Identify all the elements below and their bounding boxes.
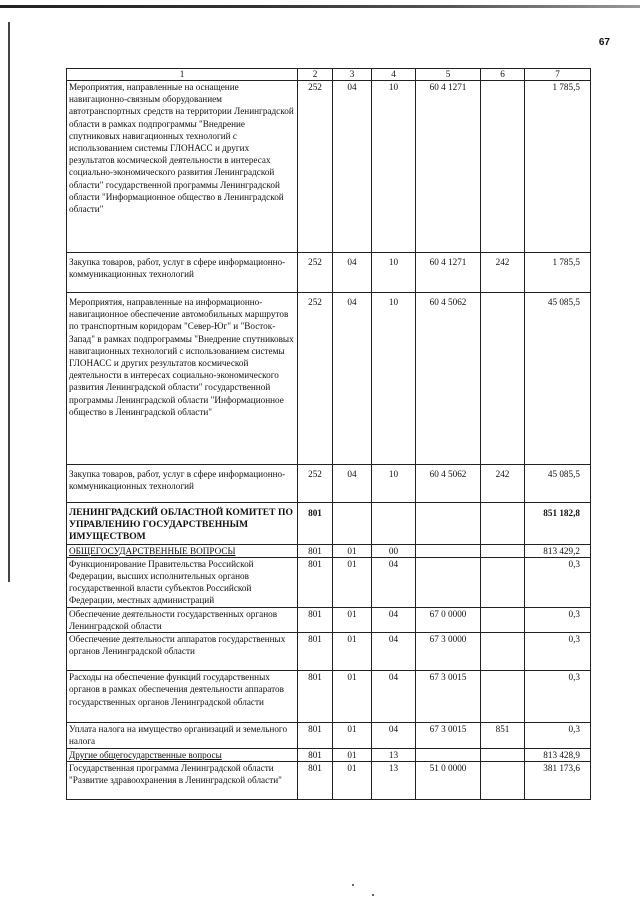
row-name: Мероприятия, направленные на информационно-навигационное обеспечение автомобильных маршрутов по транспортным коридорам "Север-Юг" и "Восток-Запад" в рамках подпрограммы "Внедрение спутниковых навигационных технологий с использованием системы ГЛОНАСС и других результатов космической деятельности в интересах социально-экономического развития Ленинградской области" государственной программы Ленинградской области "Информационное общество в Ленинградской области" [67, 293, 298, 465]
scan-border-top [0, 5, 640, 8]
table-row [67, 293, 591, 465]
header-col-7: 7 [525, 69, 591, 81]
row-ministry-code: 801 [298, 503, 333, 545]
row-ministry-code: 252 [298, 293, 333, 465]
row-subsection-code: 10 [372, 81, 416, 253]
row-expense-type [481, 748, 525, 761]
row-section-code: 01 [333, 748, 372, 761]
row-name: Обеспечение деятельности аппаратов государственных органов Ленинградской области [67, 633, 298, 671]
row-target-article [416, 503, 481, 545]
row-ministry-code: 801 [298, 607, 333, 632]
row-amount: 813 428,9 [525, 748, 591, 761]
header-col-6: 6 [481, 69, 525, 81]
row-amount: 0,3 [525, 671, 591, 723]
row-section-code: 01 [333, 723, 372, 748]
row-target-article: 67 3 0015 [416, 723, 481, 748]
row-name: ЛЕНИНГРАДСКИЙ ОБЛАСТНОЙ КОМИТЕТ ПО УПРАВЛЕНИЮ ГОСУДАРСТВЕННЫМ ИМУЩЕСТВОМ [67, 503, 298, 545]
row-expense-type [481, 503, 525, 545]
row-section-code [333, 503, 372, 545]
row-ministry-code: 801 [298, 544, 333, 557]
row-ministry-code: 252 [298, 253, 333, 293]
row-target-article: 51 0 0000 [416, 761, 481, 799]
row-expense-type [481, 544, 525, 557]
row-target-article: 67 3 0000 [416, 633, 481, 671]
row-section-code: 01 [333, 761, 372, 799]
row-expense-type [481, 293, 525, 465]
row-ministry-code: 252 [298, 465, 333, 503]
table-row [67, 761, 591, 799]
row-subsection-code: 10 [372, 293, 416, 465]
row-name: Другие общегосударственные вопросы [67, 748, 298, 761]
row-amount: 0,3 [525, 723, 591, 748]
table-row [67, 671, 591, 723]
row-expense-type: 242 [481, 253, 525, 293]
page-number: 67 [598, 37, 610, 48]
row-subsection-code: 04 [372, 633, 416, 671]
row-section-code: 01 [333, 671, 372, 723]
row-name: Функционирование Правительства Российской Федерации, высших исполнительных органов государственной власти субъектов Российской Федерации, местных администраций [67, 557, 298, 607]
row-name: ОБЩЕГОСУДАРСТВЕННЫЕ ВОПРОСЫ [67, 544, 298, 557]
table-row [67, 748, 591, 761]
row-section-code: 04 [333, 81, 372, 253]
row-subsection-code: 04 [372, 557, 416, 607]
row-expense-type [481, 557, 525, 607]
row-subsection-code: 04 [372, 671, 416, 723]
table-row [67, 633, 591, 671]
row-name: Обеспечение деятельности государственных органов Ленинградской области [67, 607, 298, 632]
table-row [67, 544, 591, 557]
row-name: Уплата налога на имущество организаций и земельного налога [67, 723, 298, 748]
table-row [67, 557, 591, 607]
table-row [67, 253, 591, 293]
row-target-article: 60 4 5062 [416, 293, 481, 465]
table-row [67, 465, 591, 503]
row-amount: 1 785,5 [525, 81, 591, 253]
row-target-article: 60 4 1271 [416, 253, 481, 293]
row-ministry-code: 801 [298, 671, 333, 723]
row-amount: 0,3 [525, 633, 591, 671]
row-name: Расходы на обеспечение функций государственных органов в рамках обеспечения деятельности аппаратов государственных органов Ленинградской области [67, 671, 298, 723]
row-subsection-code: 10 [372, 253, 416, 293]
row-expense-type [481, 761, 525, 799]
row-amount: 1 785,5 [525, 253, 591, 293]
scan-speck [352, 884, 354, 886]
header-col-4: 4 [372, 69, 416, 81]
row-subsection-code: 00 [372, 544, 416, 557]
row-subsection-code: 04 [372, 723, 416, 748]
row-amount: 45 085,5 [525, 465, 591, 503]
row-name: Закупка товаров, работ, услуг в сфере информационно-коммуникационных технологий [67, 465, 298, 503]
row-name: Закупка товаров, работ, услуг в сфере информационно-коммуникационных технологий [67, 253, 298, 293]
row-target-article: 60 4 5062 [416, 465, 481, 503]
row-ministry-code: 252 [298, 81, 333, 253]
row-expense-type [481, 671, 525, 723]
row-expense-type [481, 607, 525, 632]
row-ministry-code: 801 [298, 761, 333, 799]
row-ministry-code: 801 [298, 748, 333, 761]
row-section-code: 04 [333, 253, 372, 293]
row-name: Мероприятия, направленные на оснащение навигационно-связным оборудованием автотранспортных средств на территории Ленинградской области в рамках подпрограммы "Внедрение спутниковых навигационных технологий с использованием системы ГЛОНАСС и других результатов космической деятельности в интересах социально-экономического развития Ленинградской области" государственной программы Ленинградской области "Информационное общество в Ленинградской области" [67, 81, 298, 253]
table-row [67, 723, 591, 748]
table-row [67, 81, 591, 253]
row-name: Государственная программа Ленинградской области "Развитие здравоохранения в Ленинградской области" [67, 761, 298, 799]
row-ministry-code: 801 [298, 633, 333, 671]
row-amount: 0,3 [525, 557, 591, 607]
header-col-3: 3 [333, 69, 372, 81]
row-expense-type [481, 633, 525, 671]
scan-border-left [8, 22, 10, 582]
row-subsection-code: 13 [372, 748, 416, 761]
header-col-5: 5 [416, 69, 481, 81]
row-amount: 851 182,8 [525, 503, 591, 545]
row-section-code: 01 [333, 633, 372, 671]
header-col-1: 1 [67, 69, 298, 81]
row-subsection-code [372, 503, 416, 545]
row-amount: 45 085,5 [525, 293, 591, 465]
row-section-code: 01 [333, 607, 372, 632]
table-header-row [67, 69, 591, 81]
row-amount: 381 173,6 [525, 761, 591, 799]
row-ministry-code: 801 [298, 723, 333, 748]
row-section-code: 04 [333, 465, 372, 503]
header-col-2: 2 [298, 69, 333, 81]
scan-speck [372, 894, 374, 896]
table-row [67, 607, 591, 632]
row-target-article [416, 748, 481, 761]
row-amount: 813 429,2 [525, 544, 591, 557]
row-expense-type: 242 [481, 465, 525, 503]
row-section-code: 01 [333, 557, 372, 607]
row-target-article: 67 3 0015 [416, 671, 481, 723]
table-row [67, 503, 591, 545]
row-expense-type: 851 [481, 723, 525, 748]
row-expense-type [481, 81, 525, 253]
row-subsection-code: 10 [372, 465, 416, 503]
row-target-article [416, 544, 481, 557]
row-subsection-code: 04 [372, 607, 416, 632]
row-target-article: 60 4 1271 [416, 81, 481, 253]
row-amount: 0,3 [525, 607, 591, 632]
row-ministry-code: 801 [298, 557, 333, 607]
row-section-code: 04 [333, 293, 372, 465]
budget-table [66, 68, 591, 800]
row-section-code: 01 [333, 544, 372, 557]
row-target-article: 67 0 0000 [416, 607, 481, 632]
row-target-article [416, 557, 481, 607]
row-subsection-code: 13 [372, 761, 416, 799]
